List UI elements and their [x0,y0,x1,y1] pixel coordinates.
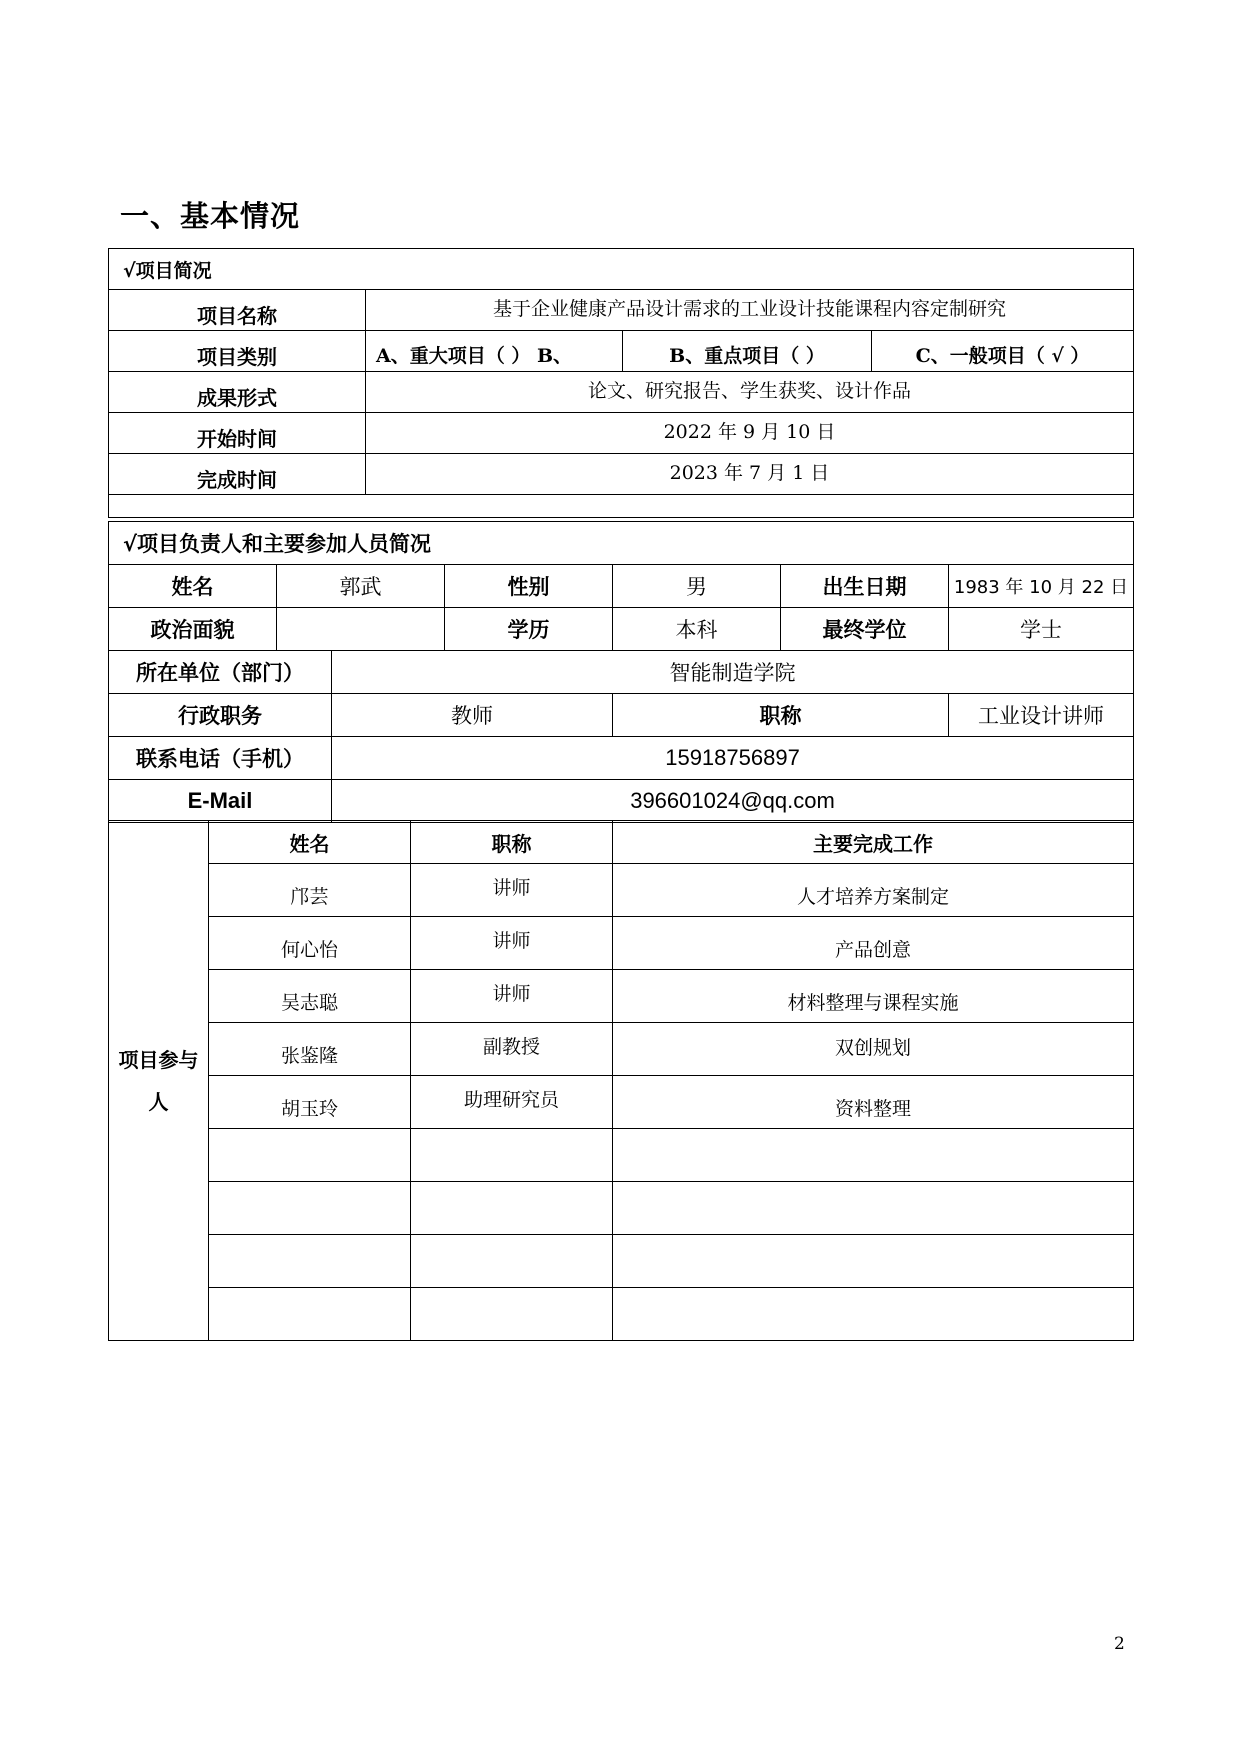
participant-name [209,1235,411,1288]
category-option-a: A、重大项目（ ） B、 [366,331,623,372]
participants-table [108,820,1134,1341]
political-status-label: 政治面貌 [109,608,277,651]
table-row [109,917,1134,970]
participant-name: 张鉴隆 [209,1023,411,1076]
blank-row [109,495,1134,518]
unit-label: 所在单位（部门） [109,651,332,694]
admin-position-value: 教师 [332,694,613,737]
dob-value: 1983 年 10 月 22 日 [949,565,1134,608]
participant-title: 讲师 [411,970,613,1023]
project-name-label: 项目名称 [109,290,366,331]
project-name-value: 基于企业健康产品设计需求的工业设计技能课程内容定制研究 [366,290,1134,331]
section-heading: 一、基本情况 [120,199,301,233]
participant-work [613,1235,1134,1288]
table-row [109,1076,1134,1129]
job-title-label: 职称 [613,694,949,737]
table-row [109,1129,1134,1182]
phone-label: 联系电话（手机） [109,737,332,780]
leader-section-title: √项目负责人和主要参加人员简况 [109,522,1134,565]
education-value: 本科 [613,608,781,651]
participant-title: 副教授 [411,1023,613,1076]
participant-name [209,1129,411,1182]
admin-position-label: 行政职务 [109,694,332,737]
participant-work: 产品创意 [613,917,1134,970]
end-time-value: 2023 年 7 月 1 日 [366,454,1134,495]
outcome-label: 成果形式 [109,372,366,413]
table-row [109,864,1134,917]
gender-value: 男 [613,565,781,608]
participant-name: 胡玉玲 [209,1076,411,1129]
email-label: E-Mail [109,780,332,823]
participant-title [411,1129,613,1182]
participants-side-label: 项目参与人 [109,821,209,1341]
education-label: 学历 [445,608,613,651]
participant-work: 双创规划 [613,1023,1134,1076]
start-time-value: 2022 年 9 月 10 日 [366,413,1134,454]
job-title-value: 工业设计讲师 [949,694,1134,737]
gender-label: 性别 [445,565,613,608]
page-number: 2 [1114,1634,1125,1654]
participant-title: 讲师 [411,917,613,970]
participants-header-work: 主要完成工作 [613,821,1134,864]
table-row [109,1023,1134,1076]
participant-title [411,1182,613,1235]
participant-work [613,1182,1134,1235]
participants-header-name: 姓名 [209,821,411,864]
participants-header-title: 职称 [411,821,613,864]
participant-work [613,1288,1134,1341]
participant-work [613,1129,1134,1182]
participant-work: 材料整理与课程实施 [613,970,1134,1023]
end-time-label: 完成时间 [109,454,366,495]
participant-name [209,1288,411,1341]
leader-name-value: 郭武 [277,565,445,608]
email-value: 396601024@qq.com [332,780,1134,823]
unit-value: 智能制造学院 [332,651,1134,694]
participant-name: 何心怡 [209,917,411,970]
leader-info-table [108,521,1134,823]
participant-name: 吴志聪 [209,970,411,1023]
category-option-c: C、一般项目（ √ ） [872,331,1134,372]
table-row [109,970,1134,1023]
participant-title: 助理研究员 [411,1076,613,1129]
table-row [109,1288,1134,1341]
participant-name: 邝芸 [209,864,411,917]
outcome-value: 论文、研究报告、学生获奖、设计作品 [366,372,1134,413]
table-row [109,1235,1134,1288]
participant-work: 人才培养方案制定 [613,864,1134,917]
overview-section-title: √项目简况 [109,249,1134,290]
phone-value: 15918756897 [332,737,1134,780]
political-status-value [277,608,445,651]
participant-name [209,1182,411,1235]
start-time-label: 开始时间 [109,413,366,454]
participant-work: 资料整理 [613,1076,1134,1129]
category-option-b: B、重点项目（ ） [623,331,872,372]
dob-label: 出生日期 [781,565,949,608]
project-overview-table [108,248,1134,518]
table-row [109,1182,1134,1235]
project-category-label: 项目类别 [109,331,366,372]
degree-value: 学士 [949,608,1134,651]
participant-title: 讲师 [411,864,613,917]
participant-title [411,1288,613,1341]
degree-label: 最终学位 [781,608,949,651]
participant-title [411,1235,613,1288]
leader-name-label: 姓名 [109,565,277,608]
